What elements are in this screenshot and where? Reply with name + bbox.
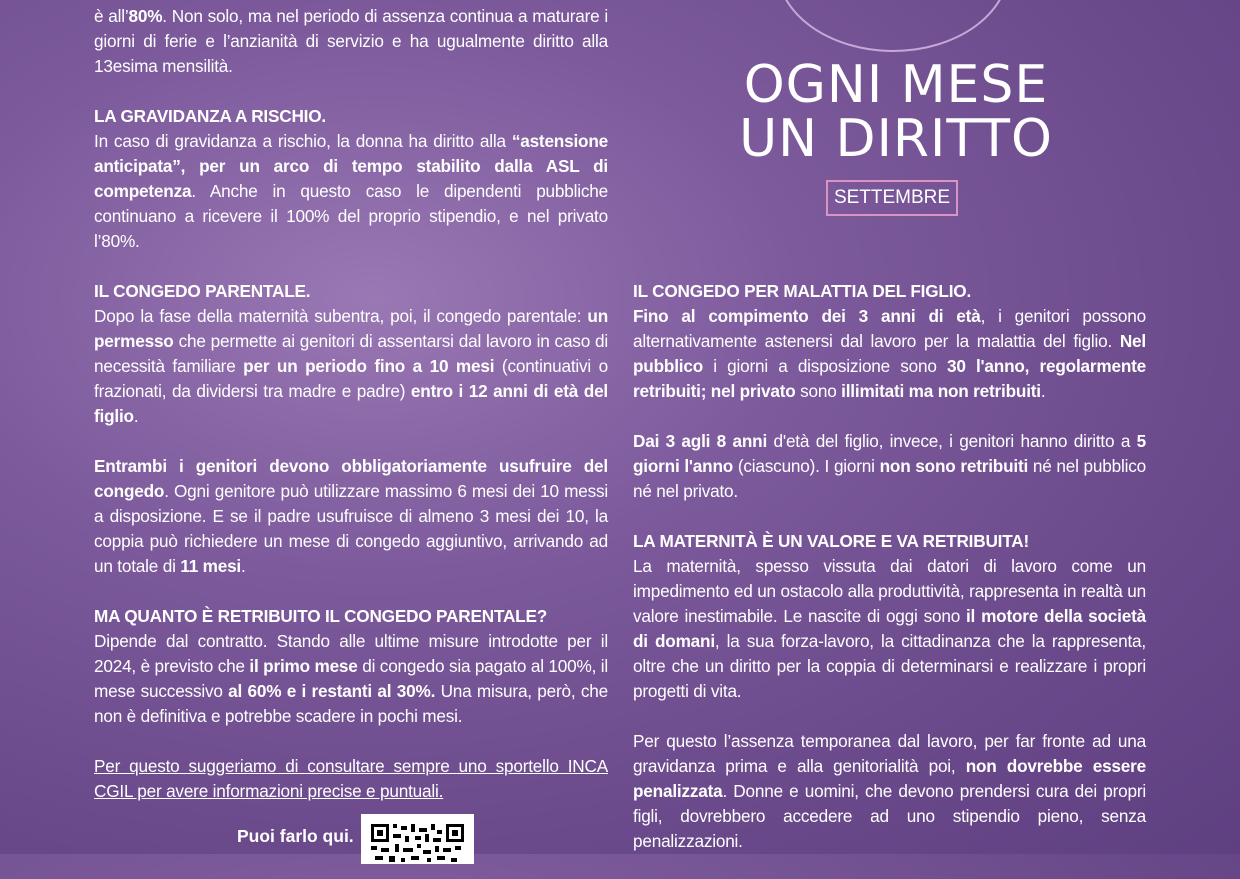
month-badge: SETTEMBRE bbox=[826, 180, 958, 216]
qr-label: Puoi farlo qui. bbox=[237, 826, 354, 846]
qr-code[interactable] bbox=[361, 814, 474, 864]
gravidanza-heading: LA GRAVIDANZA A RISCHIO. bbox=[94, 106, 326, 126]
page-title bbox=[720, 55, 1072, 169]
retribuito-paragraph: Dipende dal contratto. Stando alle ultime misure introdotte per il 2024, è previsto che il primo mese di congedo sia pagato al 100%, il mese successivo al 60% e i restanti al 30%. Una misura, però, che non è definitiva e potrebbe scadere in pochi mesi. bbox=[94, 631, 609, 726]
valore-heading: LA MATERNITÀ È UN VALORE E VA RETRIBUITA! bbox=[633, 531, 1030, 551]
inca-cgil-link[interactable]: Per questo suggeriamo di consultare sempre uno sportello INCA CGIL per avere informazioni precise e puntuali. bbox=[94, 756, 608, 801]
malattia-heading: IL CONGEDO PER MALATTIA DEL FIGLIO. bbox=[633, 281, 972, 301]
congedo-paragraph: Dopo la fase della maternità subentra, poi, il congedo parentale: un permesso che permette ai genitori di assentarsi dal lavoro in caso di necessità familiare per un periodo fino a 10 mesi (continuativi o frazionati, da dividersi tra madre e padre) entro i 12 anni di età del figlio. bbox=[94, 306, 608, 426]
malattia-paragraph: Fino al compimento dei 3 anni di età, i genitori possono alternativamente astenersi dal lavoro per la malattia del figlio. Nel pubblico i giorni a disposizione sono 30 l'anno, regolarmente retribuiti; nel privato sono illimitati ma non retribuiti. bbox=[633, 306, 1146, 401]
decorative-circle bbox=[776, 0, 1010, 52]
title-line-2: UN DIRITTO bbox=[739, 109, 1053, 169]
left-column bbox=[94, 4, 608, 829]
assenza-paragraph: Per questo l’assenza temporanea dal lavoro, per far fronte ad una gravidanza prima e alla genitorialità poi, non dovrebbe essere penalizzata. Donne e uomini, che devono prendersi cura dei propri figli, dovrebbero accedere ad uno stipendio pieno, senza penalizzazioni. bbox=[633, 731, 1146, 851]
entrambi-paragraph: Entrambi i genitori devono obbligatoriamente usufruire del congedo. Ogni genitore può utilizzare massimo 6 mesi dei 10 messi a disposizione. E se il padre usufruisce di almeno 3 mesi dei 10, la coppia può richiedere un mese di congedo aggiuntivo, arrivando ad un totale di 11 mesi. bbox=[94, 456, 608, 576]
title-line-1: OGNI MESE bbox=[743, 55, 1049, 115]
right-column bbox=[633, 279, 1146, 879]
intro-paragraph: è all’80%. Non solo, ma nel periodo di assenza continua a maturare i giorni di ferie e l’anzianità di servizio e ha ugualmente diritto alla 13esima mensilità. bbox=[94, 6, 608, 76]
gravidanza-paragraph: In caso di gravidanza a rischio, la donna ha diritto alla “astensione anticipata”, per un arco di tempo stabilito dalla ASL di competenza. Anche in questo caso le dipendenti pubbliche continuano a ricevere il 100% del proprio stipendio, e nel privato l’80%. bbox=[94, 131, 608, 251]
valore-paragraph: La maternità, spesso vissuta dai datori di lavoro come un impedimento ed un ostacolo alla produttività, rappresenta in realtà un valore inestimabile. Le nascite di oggi sono il motore della società di domani, la sua forza-lavoro, la cittadinanza che la rappresenta, oltre che un diritto per la coppia di determinarsi e realizzare i propri progetti di vita. bbox=[633, 556, 1146, 701]
qr-code-icon bbox=[371, 824, 464, 864]
congedo-heading: IL CONGEDO PARENTALE. bbox=[94, 281, 311, 301]
dai-paragraph: Dai 3 agli 8 anni d'età del figlio, invece, i genitori hanno diritto a 5 giorni l'anno (ciascuno). I giorni non sono retribuiti né nel pubblico né nel privato. bbox=[633, 431, 1146, 501]
retribuito-heading: MA QUANTO È RETRIBUITO IL CONGEDO PARENTALE? bbox=[94, 606, 548, 626]
